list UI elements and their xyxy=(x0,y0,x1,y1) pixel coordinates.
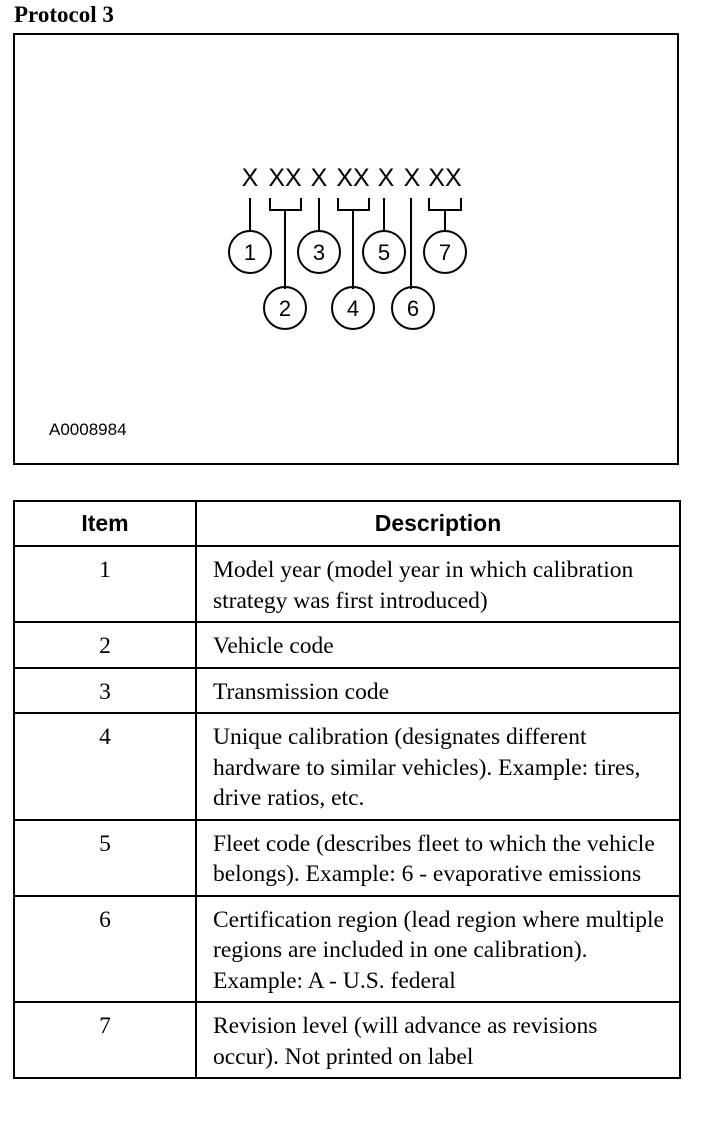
code-segment-5: X xyxy=(377,164,395,192)
table-row xyxy=(14,820,680,896)
item-description: Certification region (lead region where multiple regions are included in one calibration). Example: A - U.S. federal xyxy=(196,896,680,1003)
table-row xyxy=(14,713,680,820)
item-description: Unique calibration (designates different hardware to similar vehicles). Example: tires, drive ratios, etc. xyxy=(196,713,680,820)
protocol-diagram xyxy=(13,33,679,465)
callout-label-4: 4 xyxy=(346,296,360,321)
item-number: 2 xyxy=(14,622,196,668)
code-segment-7: XX xyxy=(428,164,462,192)
item-number: 4 xyxy=(14,713,196,820)
callout-label-6: 6 xyxy=(406,296,420,321)
item-number: 3 xyxy=(14,668,196,714)
item-number: 1 xyxy=(14,546,196,622)
table-row xyxy=(14,1002,680,1078)
item-description-table xyxy=(13,500,681,1079)
table-row xyxy=(14,668,680,714)
item-description: Transmission code xyxy=(196,668,680,714)
bracket-7 xyxy=(429,198,461,232)
figure-id: A0008984 xyxy=(49,420,127,439)
item-number: 6 xyxy=(14,896,196,1003)
item-number: 7 xyxy=(14,1002,196,1078)
callout-label-3: 3 xyxy=(312,240,326,265)
table-header-row xyxy=(14,501,680,546)
callout-label-2: 2 xyxy=(278,296,292,321)
header-item: Item xyxy=(14,501,196,546)
table-row xyxy=(14,622,680,668)
table-row xyxy=(14,546,680,622)
item-description: Fleet code (describes fleet to which the vehicle belongs). Example: 6 - evaporative emissions xyxy=(196,820,680,896)
callout-label-5: 5 xyxy=(377,240,391,265)
page-title: Protocol 3 xyxy=(14,2,114,27)
item-description: Revision level (will advance as revisions occur). Not printed on label xyxy=(196,1002,680,1078)
code-segment-2: XX xyxy=(268,164,302,192)
bracket-2 xyxy=(270,198,301,289)
code-segment-1: X xyxy=(241,164,259,192)
callout-label-1: 1 xyxy=(243,240,257,265)
diagram-svg xyxy=(15,35,681,467)
callout-label-7: 7 xyxy=(438,240,452,265)
item-description: Vehicle code xyxy=(196,622,680,668)
code-segment-4: XX xyxy=(336,164,370,192)
table-row xyxy=(14,896,680,1003)
item-number: 5 xyxy=(14,820,196,896)
item-description: Model year (model year in which calibration strategy was first introduced) xyxy=(196,546,680,622)
header-description: Description xyxy=(196,501,680,546)
code-segment-6: X xyxy=(403,164,421,192)
code-segment-3: X xyxy=(310,164,328,192)
